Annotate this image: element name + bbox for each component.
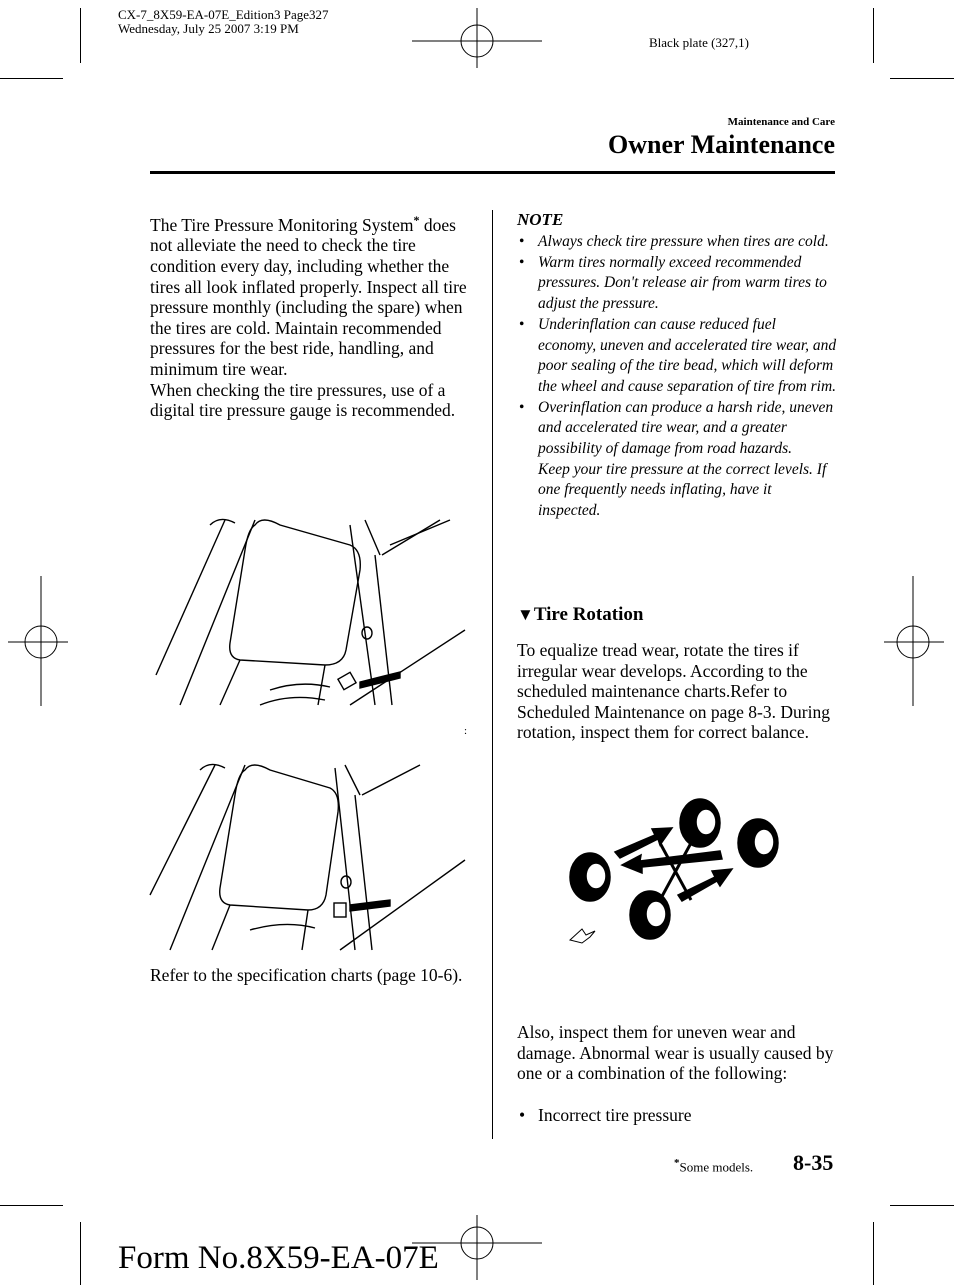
note-item bbox=[517, 398, 837, 522]
registration-target-right bbox=[884, 576, 944, 706]
crop-mark bbox=[873, 1222, 874, 1285]
intro-text-post: does not alleviate the need to check the tire condition every day, including whether the tires all look inflated properly. Inspect all tire pressure monthly (including the spare) when the tires are cold. Maintain recommended pressures for the best ride, handling, and minimum tire wear. bbox=[150, 214, 467, 379]
bullet-symbol: • bbox=[519, 1105, 526, 1125]
crop-mark bbox=[890, 78, 954, 79]
print-file-info bbox=[118, 8, 329, 36]
footnote-text: Some models. bbox=[679, 1159, 754, 1175]
refer-spec-paragraph: Refer to the specification charts (page 10-6). bbox=[150, 965, 463, 985]
note-item-text: Overinflation can produce a harsh ride, uneven and accelerated tire wear, and a greater possibility of damage from road hazards. bbox=[538, 398, 834, 458]
note-item: • Underinflation can cause reduced fuel economy, uneven and accelerated tire wear, and poor sealing of the tire bead, which will deform the wheel and cause separation of tire from rim. bbox=[517, 315, 837, 398]
asterisk-mark: * bbox=[413, 213, 420, 227]
plate-label: Black plate (327,1) bbox=[649, 35, 749, 50]
note-title: NOTE bbox=[517, 210, 564, 229]
tire-rotation-diagram bbox=[560, 785, 790, 950]
also-inspect-paragraph: Also, inspect them for uneven wear and damage. Abnormal wear is usually caused by one or a combination of the following: bbox=[517, 1022, 834, 1084]
crop-mark bbox=[0, 1205, 63, 1206]
illustration-tire-label-location-1 bbox=[150, 515, 470, 710]
note-list bbox=[517, 232, 837, 522]
tpms-paragraph bbox=[150, 210, 480, 421]
title-rule bbox=[150, 171, 835, 174]
crop-mark bbox=[0, 78, 63, 79]
footnote bbox=[674, 1157, 753, 1175]
file-line-2: Wednesday, July 25 2007 3:19 PM bbox=[118, 21, 299, 36]
figure-mark: : bbox=[464, 725, 468, 737]
section-label: Maintenance and Care bbox=[727, 116, 835, 128]
note-box bbox=[517, 210, 837, 522]
note-item: • Always check tire pressure when tires are cold. bbox=[517, 232, 837, 253]
illustration-tire-label-location-2 bbox=[150, 760, 470, 955]
subheading-text: Tire Rotation bbox=[533, 604, 644, 625]
intro-text-pre: The Tire Pressure Monitoring System bbox=[150, 214, 414, 235]
registration-target-top bbox=[412, 8, 542, 68]
asterisk-mark: * bbox=[674, 1157, 680, 1169]
crop-mark bbox=[80, 8, 81, 63]
note-item: • Warm tires normally exceed recommended pressures. Don't release air from warm tires to adjust the pressure. bbox=[517, 253, 837, 315]
crop-mark bbox=[890, 1205, 954, 1206]
crop-mark bbox=[80, 1222, 81, 1285]
list-item-text: Incorrect tire pressure bbox=[538, 1105, 692, 1125]
registration-target-left bbox=[8, 576, 68, 706]
rotation-paragraph: To equalize tread wear, rotate the tires if irregular wear develops. According to the scheduled maintenance charts.Refer to Scheduled Maintenance on page 8-3. During rotation, inspect them for correct balance. bbox=[517, 640, 830, 743]
crop-mark bbox=[873, 8, 874, 63]
page-number: 8-35 bbox=[793, 1150, 834, 1175]
gauge-recommendation: When checking the tire pressures, use of a digital tire pressure gauge is recommended. bbox=[150, 379, 456, 421]
tire-rotation-heading bbox=[517, 604, 643, 626]
column-divider bbox=[492, 210, 493, 1139]
note-item-extra: Keep your tire pressure at the correct levels. If one frequently needs inflating, have it inspected. bbox=[538, 460, 827, 520]
page-title: Owner Maintenance bbox=[608, 130, 835, 159]
list-item bbox=[517, 1105, 692, 1126]
triangle-down-icon: ▼ bbox=[517, 605, 534, 624]
form-number: Form No.8X59-EA-07E bbox=[118, 1240, 439, 1276]
file-line-1: CX-7_8X59-EA-07E_Edition3 Page327 bbox=[118, 7, 329, 22]
